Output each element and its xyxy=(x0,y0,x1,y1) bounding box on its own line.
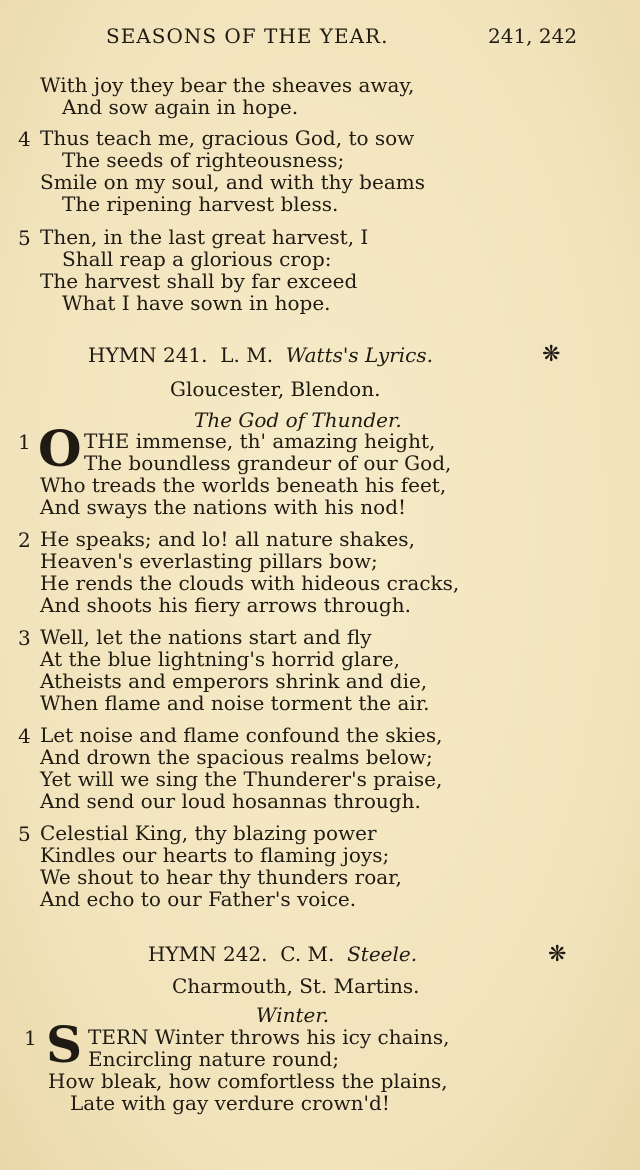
verse-line: Atheists and emperors shrink and die, xyxy=(40,669,428,693)
running-header: SEASONS OF THE YEAR. xyxy=(106,24,389,48)
verse-line: Smile on my soul, and with thy beams xyxy=(40,170,425,194)
verse-line: The seeds of righteousness; xyxy=(62,148,345,172)
verse-line: He speaks; and lo! all nature shakes, xyxy=(40,527,415,551)
hymn-number: HYMN 242. xyxy=(148,942,268,966)
verse-number: 4 xyxy=(18,724,31,748)
drop-capital: O xyxy=(38,419,82,478)
verse-line: And sow again in hope. xyxy=(62,95,299,119)
verse-number: 2 xyxy=(18,528,31,552)
verse-line: Late with gay verdure crown'd! xyxy=(70,1091,390,1115)
hymn-subject: Winter. xyxy=(256,1003,330,1027)
verse-line: TERN Winter throws his icy chains, xyxy=(88,1025,450,1049)
hymn-source: Watts's Lyrics. xyxy=(285,343,434,367)
verse-line: And drown the spacious realms below; xyxy=(40,745,433,769)
verse-line: Who treads the worlds beneath his feet, xyxy=(40,473,447,497)
verse-line: How bleak, how comfortless the plains, xyxy=(48,1069,448,1093)
page-numbers: 241, 242 xyxy=(488,24,578,48)
verse-number: 1 xyxy=(18,430,31,454)
verse-line: With joy they bear the sheaves away, xyxy=(40,73,415,97)
verse-line: Encircling nature round; xyxy=(88,1047,340,1071)
ornament-icon: ❋ xyxy=(542,342,561,367)
verse-line: Yet will we sing the Thunderer's praise, xyxy=(40,767,443,791)
tune-names: Charmouth, St. Martins. xyxy=(172,974,420,998)
verse-number: 1 xyxy=(24,1026,37,1050)
hymn-subject: The God of Thunder. xyxy=(194,408,402,432)
verse-line: Well, let the nations start and fly xyxy=(40,625,372,649)
verse-line: We shout to hear thy thunders roar, xyxy=(40,865,402,889)
verse-line: Shall reap a glorious crop: xyxy=(62,247,332,271)
verse-line: Let noise and flame confound the skies, xyxy=(40,723,443,747)
verse-line: When flame and noise torment the air. xyxy=(40,691,430,715)
verse-line: Kindles our hearts to flaming joys; xyxy=(40,843,390,867)
verse-line: The harvest shall by far exceed xyxy=(40,269,358,293)
verse-line: And send our loud hosannas through. xyxy=(40,789,421,813)
hymn-number: HYMN 241. xyxy=(88,343,208,367)
verse-line: What I have sown in hope. xyxy=(62,291,331,315)
verse-line: He rends the clouds with hideous cracks, xyxy=(40,571,460,595)
verse-line: And sways the nations with his nod! xyxy=(40,495,407,519)
verse-line: Then, in the last great harvest, I xyxy=(40,225,369,249)
hymn-meter: C. M. xyxy=(280,942,335,966)
verse-number: 3 xyxy=(18,626,31,650)
drop-capital: S xyxy=(46,1015,83,1074)
verse-number: 5 xyxy=(18,822,31,846)
tune-names: Gloucester, Blendon. xyxy=(170,377,381,401)
hymn-242-heading xyxy=(148,942,417,966)
verse-line: The boundless grandeur of our God, xyxy=(84,451,452,475)
verse-number: 4 xyxy=(18,127,31,151)
verse-line: And echo to our Father's voice. xyxy=(40,887,357,911)
verse-line: Thus teach me, gracious God, to sow xyxy=(40,126,415,150)
verse-line: THE immense, th' amazing height, xyxy=(84,429,436,453)
ornament-icon: ❋ xyxy=(548,942,567,967)
hymn-source: Steele. xyxy=(347,942,418,966)
hymn-meter: L. M. xyxy=(220,343,274,367)
verse-number: 5 xyxy=(18,226,31,250)
verse-line: Heaven's everlasting pillars bow; xyxy=(40,549,378,573)
verse-line: The ripening harvest bless. xyxy=(62,192,339,216)
verse-line: And shoots his fiery arrows through. xyxy=(40,593,411,617)
verse-line: At the blue lightning's horrid glare, xyxy=(40,647,400,671)
hymn-241-heading xyxy=(88,343,433,367)
verse-line: Celestial King, thy blazing power xyxy=(40,821,377,845)
